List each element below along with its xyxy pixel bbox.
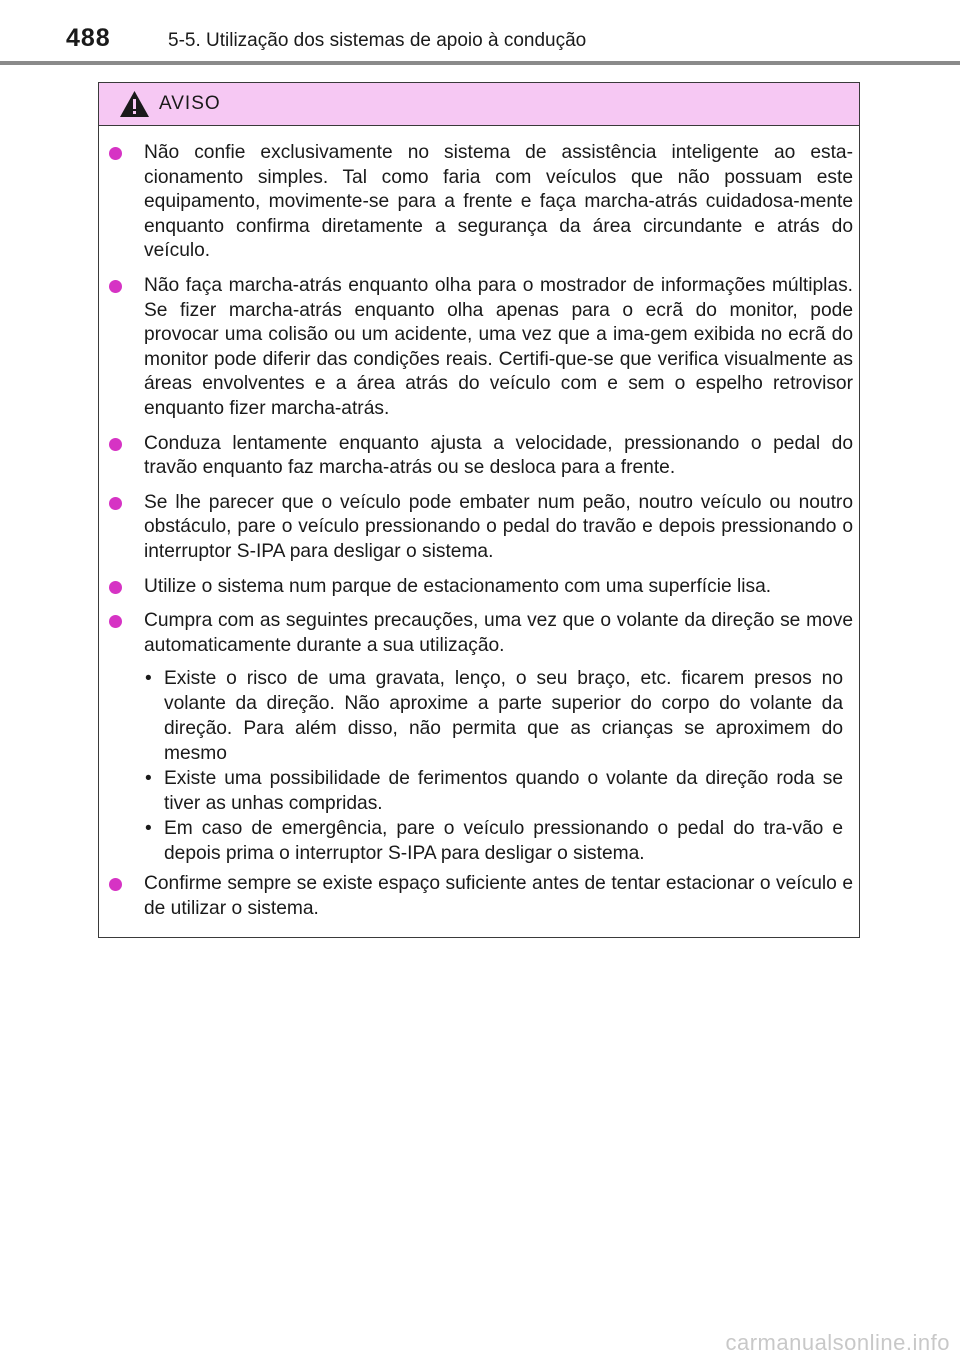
bullet-icon xyxy=(109,497,122,510)
warning-item xyxy=(99,141,861,264)
page-header xyxy=(0,0,960,66)
bullet-icon xyxy=(109,581,122,594)
warning-subitem xyxy=(99,666,861,766)
warning-item-text: Conduza lentamente enquanto ajusta a velocidade, pressionando o pedal do travão enquanto faz marcha-atrás ou se desloca para a frente. xyxy=(144,432,853,479)
warning-subitem-text: Existe o risco de uma gravata, lenço, o seu braço, etc. ficarem presos no volante da direção. Não aproxime a parte superior do corpo do volante da direção. Para além disso, não permita que as crianças se aproximem do mesmo xyxy=(164,668,843,765)
warning-label: AVISO xyxy=(159,93,221,114)
page-number: 488 xyxy=(66,24,111,52)
bullet-icon xyxy=(109,615,122,628)
warning-item xyxy=(99,609,861,658)
warning-item-text: Confirme sempre se existe espaço suficiente antes de tentar estacionar o veículo e de utilizar o sistema. xyxy=(144,873,853,919)
warning-subitem-text: Em caso de emergência, pare o veículo pressionando o pedal do tra-vão e depois prima o interruptor S-IPA para desligar o sistema. xyxy=(164,818,843,865)
warning-subitems xyxy=(99,666,861,866)
warning-item xyxy=(99,274,861,422)
subitem-marker: • xyxy=(145,768,152,790)
header-divider xyxy=(0,61,960,65)
warning-subitem xyxy=(99,816,861,866)
warning-box xyxy=(98,82,860,938)
subitem-marker: • xyxy=(145,818,152,840)
warning-item-text: Utilize o sistema num parque de estacionamento com uma superfície lisa. xyxy=(144,575,772,597)
warning-body xyxy=(99,141,861,931)
bullet-icon xyxy=(109,147,122,160)
warning-item xyxy=(99,491,861,565)
warning-item xyxy=(99,575,861,600)
warning-subitem xyxy=(99,766,861,816)
bullet-icon xyxy=(109,878,122,891)
warning-item-text: Não confie exclusivamente no sistema de assistência inteligente ao esta-cionamento simples. Tal como faria com veículos que não possuam este equipamento, movimente-se para a frente e faça marcha-atrás cuidadosa-mente enquanto confirma diretamente a segurança da área circundante e atrás do veículo. xyxy=(144,142,853,262)
bullet-icon xyxy=(109,280,122,293)
warning-triangle-icon xyxy=(119,90,150,118)
subitem-marker: • xyxy=(145,668,152,690)
section-title: 5-5. Utilização dos sistemas de apoio à condução xyxy=(168,30,587,51)
watermark: carmanualsonline.info xyxy=(725,1330,950,1355)
warning-subitem-text: Existe uma possibilidade de ferimentos quando o volante da direção roda se tiver as unhas compridas. xyxy=(164,768,843,815)
warning-header xyxy=(99,83,859,126)
warning-item xyxy=(99,872,861,921)
warning-item xyxy=(99,432,861,481)
warning-item-text: Se lhe parecer que o veículo pode embater num peão, noutro veículo ou noutro obstáculo, pare o veículo pressionando o pedal do travão e depois pressionando o interruptor S-IPA para desligar o sistema. xyxy=(144,491,853,562)
bullet-icon xyxy=(109,438,122,451)
warning-item-text: Não faça marcha-atrás enquanto olha para o mostrador de informações múltiplas. Se fizer marcha-atrás enquanto olha apenas para o ecrã do monitor, pode provocar uma colisão ou um acidente, uma vez que a ima-gem exibida no ecrã do monitor pode diferir das condições reais. Certifi-que-se que verifica visualmente as áreas envolventes e a área atrás do veículo com e sem o espelho retrovisor enquanto fizer marcha-atrás. xyxy=(144,274,853,419)
warning-item-text: Cumpra com as seguintes precauções, uma vez que o volante da direção se move automaticamente durante a sua utilização. xyxy=(144,610,853,656)
